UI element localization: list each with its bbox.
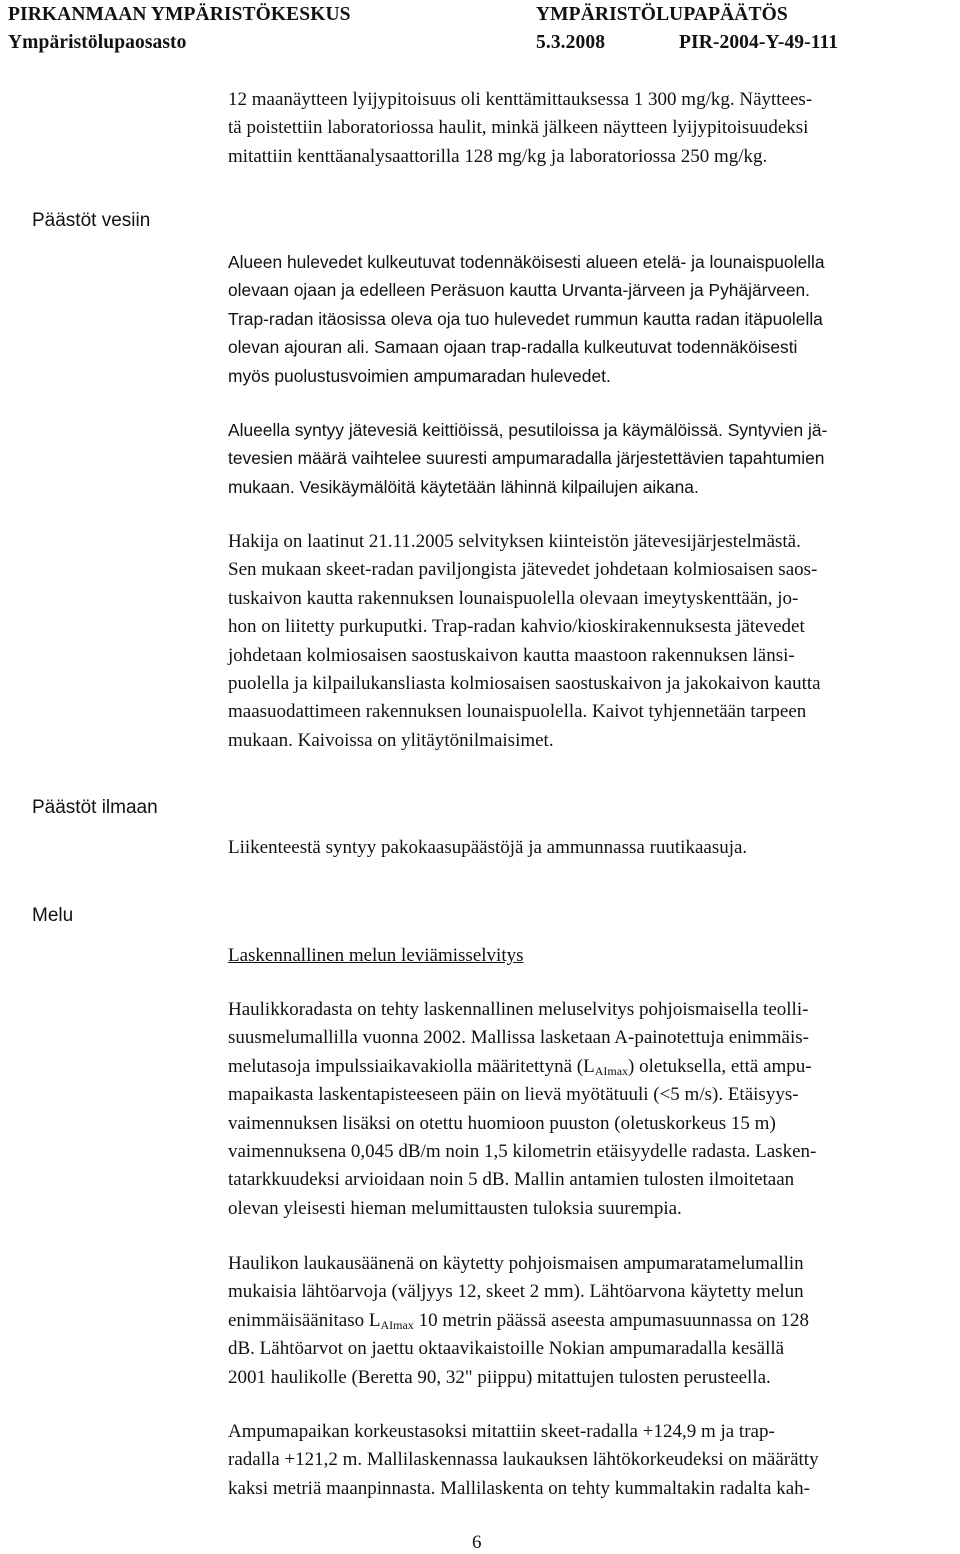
text-fragment: enimmäisäänitaso L [228, 1309, 381, 1331]
text-line: Alueen hulevedet kulkeutuvat todennäköisesti alueen etelä- ja lounaispuolella [228, 252, 825, 272]
text-line: vaimennuksen lisäksi on otettu huomioon puuston (oletuskorkeus 15 m) [228, 1112, 776, 1134]
text-line: mitattiin kenttäanalysaattorilla 128 mg/kg ja laboratoriossa 250 mg/kg. [228, 145, 768, 167]
text-line: johdetaan kolmiosaisen saostuskaivon kautta maastoon rakennuksen länsi- [228, 644, 795, 666]
text-line: tatarkkuudeksi arvioidaan noin 5 dB. Mallin antamien tulosten ilmoitetaan [228, 1169, 795, 1191]
text-line: Trap-radan itäosissa oleva oja tuo hulevedet rummun kautta radan itäpuolella [228, 308, 823, 329]
subheading-text: Laskennallinen melun leviämisselvitys [228, 945, 524, 966]
page-number: 6 [472, 1532, 482, 1553]
text-line: olevan yleisesti hieman melumittausten tuloksia suurempia. [228, 1197, 682, 1219]
text-line: tevesien määrä vaihtelee suuresti ampumaradalla järjestettävien tapahtumien [228, 448, 825, 469]
vesiin-paragraph-3 [228, 528, 946, 755]
text-line: 12 maanäytteen lyijypitoisuus oli kenttämittauksessa 1 300 mg/kg. Näyttees- [228, 89, 813, 110]
section-heading-melu: Melu [32, 905, 74, 926]
header-department: Ympäristölupaosasto [8, 32, 187, 53]
text-line: kaksi metriä maanpinnasta. Mallilaskenta on tehty kummaltakin radalta kah- [228, 1477, 810, 1499]
header-organization: PIRKANMAAN YMPÄRISTÖKESKUS [8, 4, 351, 25]
text-line: mapaikasta laskentapisteeseen päin on lievä myötätuuli (<5 m/s). Etäisyys- [228, 1084, 799, 1106]
melu-paragraph-1 [228, 996, 946, 1223]
text-line: olevaan ojaan ja edelleen Peräsuon kautta Urvanta-järveen ja Pyhäjärveen. [228, 280, 811, 301]
header-document-id: PIR-2004-Y-49-111 [679, 32, 839, 53]
text-line: Haulikon laukausäänenä on käytetty pohjoismaisen ampumaratamelumallin [228, 1253, 804, 1274]
text-line: Sen mukaan skeet-radan paviljongista jätevedet johdetaan kolmiosaisen saos- [228, 559, 818, 581]
text-line: hon on liitetty purkuputki. Trap-radan kahvio/kioskirakennuksesta jätevedet [228, 616, 805, 638]
text-line: 2001 haulikolle (Beretta 90, 32" piippu) mitattujen tulosten perusteella. [228, 1366, 771, 1388]
header-document-type: YMPÄRISTÖLUPAPÄÄTÖS [536, 4, 788, 25]
text-line: dB. Lähtöarvot on jaettu oktaavikaistoille Nokian ampumaradalla kesällä [228, 1338, 785, 1360]
text-line: myös puolustusvoimien ampumaradan hulevedet. [228, 365, 611, 386]
text-fragment: 10 metrin päässä aseesta ampumasuunnassa on 128 [413, 1309, 810, 1331]
text-line: maasuodattimeen rakennuksen lounaispuolella. Kaivot tyhjennetään tarpeen [228, 701, 807, 723]
header-date: 5.3.2008 [536, 32, 606, 53]
text-line: radalla +121,2 m. Mallilaskennassa laukauksen lähtökorkeudeksi on määrätty [228, 1449, 819, 1471]
melu-subheading [228, 942, 946, 970]
text-line: Ampumapaikan korkeustasoksi mitattiin skeet-radalla +124,9 m ja trap- [228, 1421, 775, 1442]
vesiin-paragraph-1 [228, 248, 946, 390]
melu-paragraph-3 [228, 1418, 946, 1503]
vesiin-paragraph-2 [228, 416, 946, 501]
text-line: Liikenteestä syntyy pakokaasupäästöjä ja ammunnassa ruutikaasuja. [228, 837, 748, 858]
text-line [228, 1053, 946, 1081]
text-line: Alueella syntyy jätevesiä keittiöissä, pesutiloissa ja käymälöissä. Syntyvien jä- [228, 420, 828, 440]
section-heading-ilmaan: Päästöt ilmaan [32, 797, 158, 818]
section-heading-vesiin: Päästöt vesiin [32, 210, 151, 231]
text-line [228, 1307, 946, 1335]
text-line: mukaisia lähtöarvoja (väljyys 12, skeet 2 mm). Lähtöarvona käytetty melun [228, 1281, 804, 1303]
text-line: puolella ja kilpailukansliasta kolmiosaisen saostuskaivon ja jakokaivon kautta [228, 673, 821, 695]
text-line: Hakija on laatinut 21.11.2005 selvityksen kiinteistön jätevesijärjestelmästä. [228, 531, 801, 552]
text-line: olevan ajouran ali. Samaan ojaan trap-radalla kulkeutuvat todennäköisesti [228, 337, 798, 358]
intro-paragraph [228, 86, 946, 171]
text-line: vaimennuksena 0,045 dB/m noin 1,5 kilometrin etäisyydelle radasta. Lasken- [228, 1141, 817, 1163]
text-fragment: ) oletuksella, että ampu- [628, 1055, 812, 1077]
text-line: suusmelumallilla vuonna 2002. Mallissa lasketaan A-painotettuja enimmäis- [228, 1027, 809, 1049]
text-line: tuskaivon kautta rakennuksen lounaispuolella olevaan imeytyskenttään, jo- [228, 587, 799, 609]
text-line: mukaan. Kaivoissa on ylitäytönilmaisimet. [228, 729, 554, 751]
ilmaan-paragraph [228, 834, 946, 862]
text-line: mukaan. Vesikäymälöitä käytetään lähinnä kilpailujen aikana. [228, 476, 699, 497]
melu-paragraph-2 [228, 1250, 946, 1392]
subscript: AImax [380, 1317, 414, 1332]
text-line: tä poistettiin laboratoriossa haulit, minkä jälkeen näytteen lyijypitoisuudeksi [228, 117, 809, 139]
subscript: AImax [594, 1063, 629, 1078]
text-fragment: melutasoja impulssiaikavakiolla määritettynä (L [228, 1055, 595, 1077]
text-line: Haulikkoradasta on tehty laskennallinen meluselvitys pohjoismaisella teolli- [228, 999, 809, 1020]
